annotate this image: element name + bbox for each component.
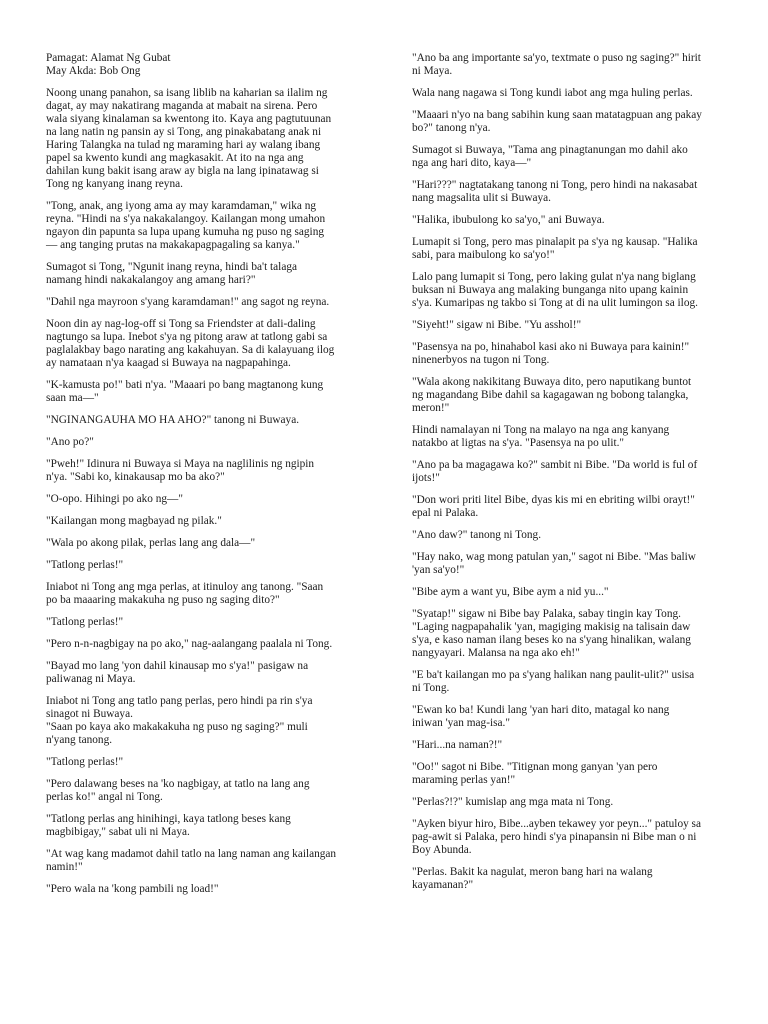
paragraph bbox=[46, 616, 378, 629]
text-line: "Halika, ibubulong ko sa'yo," ani Buwaya. bbox=[412, 214, 605, 226]
paragraph bbox=[412, 494, 740, 520]
paragraph bbox=[412, 866, 740, 892]
text-line: ninenerbyos na tugon ni Tong. bbox=[412, 354, 550, 366]
text-line: "Don wori priti litel Bibe, dyas kis mi en ebriting wilbi orayt!" bbox=[412, 494, 695, 506]
text-line: dahilan kung bakit isang araw ay bigla na lang ipinatawag si bbox=[46, 165, 319, 177]
text-line: wala siyang kinalaman sa kwentong ito. Kaya ang pagtutuunan bbox=[46, 113, 332, 125]
text-line: Noong unang panahon, sa isang liblib na kaharian sa ilalim ng bbox=[46, 87, 328, 99]
paragraph bbox=[412, 796, 740, 809]
paragraph bbox=[46, 778, 378, 804]
text-line: Haring Talangka na tulad ng maraming hari ay walang ibang bbox=[46, 139, 321, 151]
text-line: Wala nang nagawa si Tong kundi iabot ang mga huling perlas. bbox=[412, 87, 693, 99]
text-line: "Dahil nga mayroon s'yang karamdaman!" ang sagot ng reyna. bbox=[46, 296, 330, 308]
text-line: ng magandang Bibe dahil sa kagagawan ng bobong talangka, bbox=[412, 389, 689, 401]
paragraph bbox=[412, 341, 740, 367]
text-line: "Pero wala na 'kong pambili ng load!" bbox=[46, 883, 219, 895]
paragraph bbox=[46, 414, 378, 427]
paragraph bbox=[412, 179, 740, 205]
text-line: "Ayken biyur hiro, Bibe...ayben tekawey yor peyn..." patuloy sa bbox=[412, 818, 701, 830]
paragraph bbox=[412, 608, 740, 660]
text-line: epal ni Palaka. bbox=[412, 507, 479, 519]
text-line: "Ano daw?" tanong ni Tong. bbox=[412, 529, 542, 541]
paragraph bbox=[412, 739, 740, 752]
text-line: "Wala po akong pilak, perlas lang ang dala—" bbox=[46, 537, 256, 549]
text-line: Iniabot ni Tong ang mga perlas, at itinuloy ang tanong. "Saan bbox=[46, 581, 324, 593]
text-line: "Tatlong perlas!" bbox=[46, 559, 124, 571]
text-line: kayamanan?" bbox=[412, 879, 474, 891]
text-line: reyna. "Hindi na s'ya nakakalangoy. Kailangan mong umahon bbox=[46, 213, 326, 225]
document-author: May Akda: Bob Ong bbox=[46, 65, 141, 77]
text-line: "Tatlong perlas ang hinihingi, kaya tatlong beses kang bbox=[46, 813, 291, 825]
paragraph bbox=[412, 761, 740, 787]
text-line: "Tatlong perlas!" bbox=[46, 616, 124, 628]
paragraph bbox=[46, 200, 378, 252]
text-line: Sumagot si Buwaya, "Tama ang pinagtanungan mo dahil ako bbox=[412, 144, 688, 156]
text-line: iniwan 'yan mag-isa." bbox=[412, 717, 510, 729]
right-column bbox=[412, 52, 740, 901]
paragraph bbox=[46, 813, 378, 839]
paragraph bbox=[46, 436, 378, 449]
paragraph bbox=[412, 236, 740, 262]
text-line: "Ano po?" bbox=[46, 436, 94, 448]
left-column bbox=[46, 52, 378, 905]
text-line: "Oo!" sagot ni Bibe. "Titignan mong ganyan 'yan pero bbox=[412, 761, 658, 773]
paragraph bbox=[46, 261, 378, 287]
text-line: namang hindi nakakalangoy ang amang hari?" bbox=[46, 274, 256, 286]
paragraph bbox=[46, 87, 378, 191]
text-line: "Hari...na naman?!" bbox=[412, 739, 503, 751]
text-line: dagat, ay may nakatirang maganda at mabait na sirena. Pero bbox=[46, 100, 318, 112]
paragraph bbox=[412, 669, 740, 695]
text-line: "E ba't kailangan mo pa s'yang halikan nang paulit-ulit?" usisa bbox=[412, 669, 695, 681]
text-line: 'yan sa'yo!" bbox=[412, 564, 465, 576]
paragraph bbox=[412, 144, 740, 170]
text-line: s'ya, e kaso naman ilang beses ko na s'yang hinalikan, walang bbox=[412, 634, 691, 646]
text-line: ijots!" bbox=[412, 472, 440, 484]
text-line: "Pero n-n-nagbigay na po ako," nag-aalangang paalala ni Tong. bbox=[46, 638, 333, 650]
text-line: Hindi namalayan ni Tong na malayo na nga ang kanyang bbox=[412, 424, 670, 436]
text-line: "At wag kang madamot dahil tatlo na lang naman ang kailangan bbox=[46, 848, 337, 860]
text-line: "Bayad mo lang 'yon dahil kinausap mo s'ya!" pasigaw na bbox=[46, 660, 309, 672]
text-line: Lumapit si Tong, pero mas pinalapit pa s'ya ng kausap. "Halika bbox=[412, 236, 698, 248]
paragraph bbox=[412, 424, 740, 450]
text-line: "Tong, anak, ang iyong ama ay may karamdaman," wika ng bbox=[46, 200, 317, 212]
text-line: Noon din ay nag-log-off si Tong sa Friendster at dali-daling bbox=[46, 318, 316, 330]
paragraph bbox=[412, 271, 740, 310]
paragraph bbox=[46, 581, 378, 607]
paragraph bbox=[412, 214, 740, 227]
text-line: "Bibe aym a want yu, Bibe aym a nid yu..." bbox=[412, 586, 609, 598]
text-line: "Perlas. Bakit ka nagulat, meron bang hari na walang bbox=[412, 866, 653, 878]
text-line: s'ya. Kumaripas ng takbo si Tong at di na ulit lumingon sa ilog. bbox=[412, 297, 698, 309]
text-line: n'ya. "Sabi ko, kinakausap mo ba ako?" bbox=[46, 471, 225, 483]
text-line: nga ang hari dito, kaya—" bbox=[412, 157, 532, 169]
paragraph bbox=[46, 559, 378, 572]
paragraph bbox=[46, 537, 378, 550]
paragraph bbox=[46, 379, 378, 405]
paragraph bbox=[46, 493, 378, 506]
text-line: "Syatap!" sigaw ni Bibe bay Palaka, sabay tingin kay Tong. bbox=[412, 608, 681, 620]
text-line: "Hari???" nagtatakang tanong ni Tong, pero hindi na nakasabat bbox=[412, 179, 698, 191]
text-line: maraming perlas yan!" bbox=[412, 774, 516, 786]
text-line: nangyayari. Malansa na nga ako eh!" bbox=[412, 647, 580, 659]
text-line: paglalakbay bago narating ang kakahuyan. Sa di kalayuang ilog bbox=[46, 344, 335, 356]
text-line: "Saan po kaya ako makakakuha ng puso ng saging?" muli bbox=[46, 721, 308, 733]
title-block bbox=[46, 52, 378, 78]
text-line: na lang natin ng pansin ay si Tong, ang pinakabatang anak ni bbox=[46, 126, 322, 138]
text-line: meron!" bbox=[412, 402, 450, 414]
text-line: "Laging nagpapahalik 'yan, magiging makisig na talisain daw bbox=[412, 621, 691, 633]
text-line: "Perlas?!?" kumislap ang mga mata ni Tong. bbox=[412, 796, 614, 808]
text-line: nang magsalita ulit si Buwaya. bbox=[412, 192, 551, 204]
paragraph bbox=[412, 319, 740, 332]
paragraph bbox=[46, 848, 378, 874]
paragraph bbox=[412, 704, 740, 730]
text-line: "Tatlong perlas!" bbox=[46, 756, 124, 768]
paragraph bbox=[46, 883, 378, 896]
text-line: "NGINANGAUHA MO HA AHO?" tanong ni Buwaya. bbox=[46, 414, 300, 426]
paragraph bbox=[46, 756, 378, 769]
text-line: Boy Abunda. bbox=[412, 844, 472, 856]
text-line: "Kailangan mong magbayad ng pilak." bbox=[46, 515, 222, 527]
text-line: "O-opo. Hihingi po ako ng—" bbox=[46, 493, 183, 505]
text-line: Tong ng kanyang inang reyna. bbox=[46, 178, 183, 190]
text-line: "Pero dalawang beses na 'ko nagbigay, at tatlo na lang ang bbox=[46, 778, 310, 790]
text-line: nagtungo sa lupa. Inebot s'ya ng pitong araw at tatlong gabi sa bbox=[46, 331, 328, 343]
text-line: pag-awit si Palaka, pero hindi s'ya pinapansin ni Bibe man o ni bbox=[412, 831, 697, 843]
text-line: "Ewan ko ba! Kundi lang 'yan hari dito, matagal ko nang bbox=[412, 704, 670, 716]
text-line: "Ano ba ang importante sa'yo, textmate o puso ng saging?" hirit bbox=[412, 52, 701, 64]
text-line: magbibigay," sabat uli ni Maya. bbox=[46, 826, 190, 838]
paragraph bbox=[412, 87, 740, 100]
text-line: Iniabot ni Tong ang tatlo pang perlas, pero hindi pa rin s'ya bbox=[46, 695, 313, 707]
text-line: — ang tanging prutas na makakapagpagaling sa kanya." bbox=[46, 239, 300, 251]
text-line: namin!" bbox=[46, 861, 83, 873]
text-line: "Ano pa ba magagawa ko?" sambit ni Bibe. "Da world is ful of bbox=[412, 459, 698, 471]
text-line: "Pasensya na po, hinahabol kasi ako ni Buwaya para kainin!" bbox=[412, 341, 690, 353]
paragraph bbox=[412, 109, 740, 135]
paragraph bbox=[412, 459, 740, 485]
text-line: "Wala akong nakikitang Buwaya dito, pero naputikang buntot bbox=[412, 376, 692, 388]
text-line: papel sa kwento kundi ang magkasakit. At ito na nga ang bbox=[46, 152, 304, 164]
text-line: ngayon din papunta sa lupa upang kumuha ng puso ng saging bbox=[46, 226, 324, 238]
text-line: "Maaari n'yo na bang sabihin kung saan matatagpuan ang pakay bbox=[412, 109, 702, 121]
text-line: "Hay nako, wag mong patulan yan," sagot ni Bibe. "Mas baliw bbox=[412, 551, 696, 563]
text-line: natakbo at ligtas na s'ya. "Pasensya na po ulit." bbox=[412, 437, 625, 449]
text-line: "Siyeht!" sigaw ni Bibe. "Yu asshol!" bbox=[412, 319, 582, 331]
text-line: ni Tong. bbox=[412, 682, 450, 694]
text-line: saan ma—" bbox=[46, 392, 99, 404]
paragraph bbox=[412, 586, 740, 599]
paragraph bbox=[412, 818, 740, 857]
paragraph bbox=[46, 318, 378, 370]
text-line: n'yang tanong. bbox=[46, 734, 113, 746]
paragraph bbox=[46, 638, 378, 651]
text-line: perlas ko!" angal ni Tong. bbox=[46, 791, 163, 803]
text-line: sabi, para maibulong ko sa'yo!" bbox=[412, 249, 555, 261]
paragraph bbox=[46, 515, 378, 528]
paragraph bbox=[46, 458, 378, 484]
paragraph bbox=[412, 376, 740, 415]
paragraph bbox=[46, 695, 378, 747]
text-line: Lalo pang lumapit si Tong, pero laking gulat n'ya nang biglang bbox=[412, 271, 696, 283]
text-line: Sumagot si Tong, "Ngunit inang reyna, hindi ba't talaga bbox=[46, 261, 298, 273]
text-line: bo?" tanong n'ya. bbox=[412, 122, 491, 134]
text-line: po ba maaaring makakuha ng puso ng saging dito?" bbox=[46, 594, 280, 606]
paragraph bbox=[46, 660, 378, 686]
paragraph bbox=[412, 551, 740, 577]
paragraph bbox=[412, 52, 740, 78]
text-line: buksan ni Buwaya ang malaking bunganga nito upang kainin bbox=[412, 284, 689, 296]
text-line: ni Maya. bbox=[412, 65, 453, 77]
document-title: Pamagat: Alamat Ng Gubat bbox=[46, 52, 171, 64]
text-line: paliwanag ni Maya. bbox=[46, 673, 136, 685]
text-line: sinagot ni Buwaya. bbox=[46, 708, 133, 720]
text-line: "K-kamusta po!" bati n'ya. "Maaari po bang magtanong kung bbox=[46, 379, 324, 391]
text-line: ay namataan n'ya kaagad si Buwaya na nagpapahinga. bbox=[46, 357, 291, 369]
paragraph bbox=[46, 296, 378, 309]
text-line: "Pweh!" Idinura ni Buwaya si Maya na naglilinis ng ngipin bbox=[46, 458, 315, 470]
paragraph bbox=[412, 529, 740, 542]
